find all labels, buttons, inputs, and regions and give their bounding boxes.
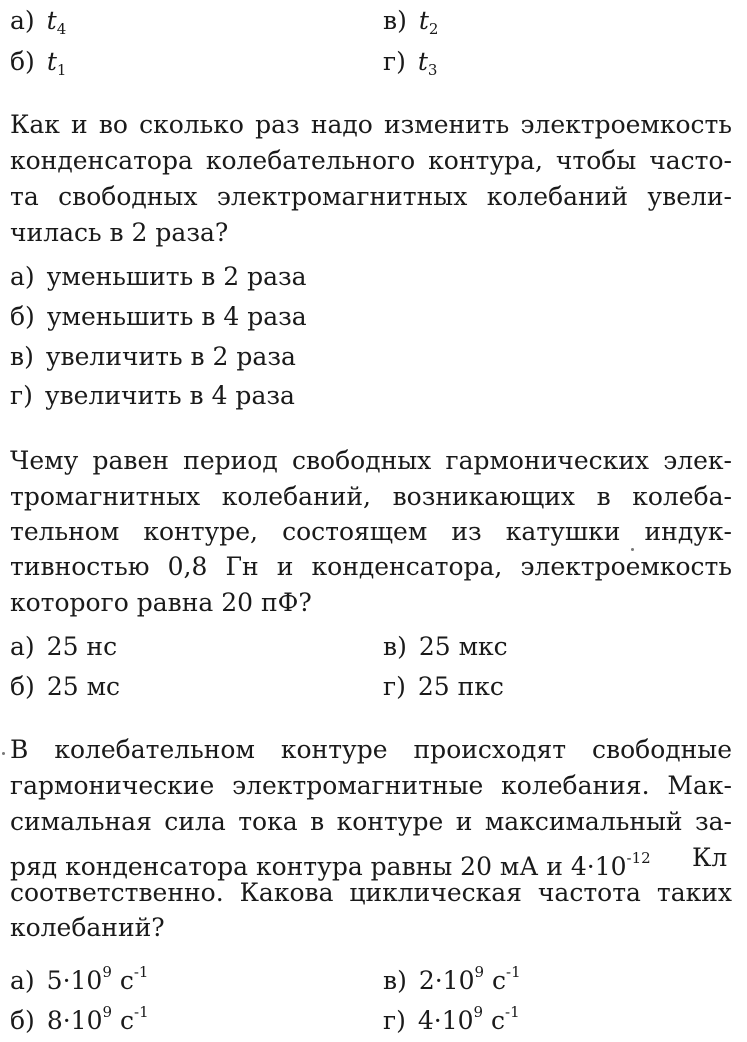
option-symbol: t bbox=[418, 6, 429, 35]
q1-option-b bbox=[10, 302, 307, 332]
option-label: г) bbox=[383, 672, 406, 701]
option-label: в) bbox=[10, 342, 34, 371]
question-3-line: гармонические электромагнитные колебания. Мак- bbox=[10, 771, 732, 800]
q1-option-g bbox=[10, 381, 295, 411]
option-text: 25 мс bbox=[46, 672, 121, 701]
option-label: б) bbox=[10, 672, 35, 701]
option-text: 25 пкс bbox=[417, 672, 504, 701]
question-3-line: В колебательном контуре происходят свободные bbox=[10, 735, 732, 764]
option-subscript: 1 bbox=[56, 61, 67, 79]
question-3-line: симальная сила тока в контуре и максимальный за- bbox=[10, 807, 732, 836]
option-label: г) bbox=[10, 381, 33, 410]
option-b bbox=[10, 47, 66, 85]
q1-option-v bbox=[10, 342, 296, 372]
q3-option-v bbox=[383, 957, 521, 996]
option-symbol: t bbox=[46, 6, 57, 35]
option-unit: с bbox=[119, 1006, 134, 1035]
exponent: -12 bbox=[626, 849, 651, 867]
question-2-line: которого равна 20 пФ? bbox=[10, 588, 312, 617]
option-coef: 8·10 bbox=[46, 1006, 103, 1035]
question-3-line: соответственно. Какова циклическая частота таких bbox=[10, 878, 732, 907]
option-unit-exp: -1 bbox=[506, 963, 521, 981]
option-text: 25 нс bbox=[46, 632, 118, 661]
option-coef: 2·10 bbox=[418, 966, 475, 995]
question-3-line-4 bbox=[10, 843, 651, 882]
q3-option-b bbox=[10, 997, 149, 1036]
option-coef: 4·10 bbox=[417, 1006, 474, 1035]
q2-option-v bbox=[383, 632, 508, 662]
option-text: уменьшить в 2 раза bbox=[46, 262, 307, 291]
option-text: увеличить в 2 раза bbox=[45, 342, 296, 371]
question-2-line: тромагнитных колебаний, возникающих в колеба- bbox=[10, 482, 732, 511]
option-exp: 9 bbox=[474, 963, 485, 981]
option-v bbox=[383, 6, 438, 44]
option-label: в) bbox=[383, 632, 407, 661]
option-label: а) bbox=[10, 6, 35, 35]
option-g bbox=[383, 47, 437, 85]
option-a bbox=[10, 6, 66, 44]
option-text: уменьшить в 4 раза bbox=[46, 302, 307, 331]
question-1-line: та свободных электромагнитных колебаний увели- bbox=[10, 182, 732, 211]
option-unit-exp: -1 bbox=[133, 963, 149, 981]
option-label: а) bbox=[10, 262, 35, 291]
option-unit: с bbox=[119, 966, 134, 995]
option-label: в) bbox=[383, 966, 407, 995]
line-text: ряд конденсатора контура равны 20 мА и 4·10 bbox=[10, 852, 627, 881]
q2-option-a bbox=[10, 632, 117, 662]
option-symbol: t bbox=[417, 47, 428, 76]
q2-option-b bbox=[10, 672, 120, 702]
option-label: г) bbox=[383, 1006, 406, 1035]
q1-option-a bbox=[10, 262, 307, 292]
question-2-line: тивностью 0,8 Гн и конденсатора, электроемкость bbox=[10, 552, 732, 581]
option-unit-exp: -1 bbox=[505, 1003, 520, 1021]
option-text: 25 мкс bbox=[418, 632, 508, 661]
unit-coulomb: Кл bbox=[692, 843, 728, 872]
option-label: б) bbox=[10, 47, 35, 76]
option-subscript: 4 bbox=[56, 20, 67, 38]
question-1-line: Как и во сколько раз надо изменить электроемкость bbox=[10, 110, 732, 139]
option-label: б) bbox=[10, 1006, 35, 1035]
option-label: г) bbox=[383, 47, 406, 76]
question-2-line: Чему равен период свободных гармонических элек- bbox=[10, 446, 732, 475]
option-unit-exp: -1 bbox=[134, 1003, 149, 1021]
q3-option-g bbox=[383, 997, 520, 1036]
option-symbol: t bbox=[46, 47, 57, 76]
question-1-line: чилась в 2 раза? bbox=[10, 218, 229, 247]
question-3-line: колебаний? bbox=[10, 913, 165, 942]
option-unit: с bbox=[492, 966, 507, 995]
scan-speck bbox=[631, 548, 634, 551]
option-label: в) bbox=[383, 6, 407, 35]
option-coef: 5·10 bbox=[46, 966, 103, 995]
option-exp: 9 bbox=[102, 963, 112, 981]
option-label: б) bbox=[10, 302, 35, 331]
option-exp: 9 bbox=[102, 1003, 113, 1021]
scan-speck bbox=[2, 752, 5, 755]
option-subscript: 3 bbox=[427, 61, 438, 79]
option-text: увеличить в 4 раза bbox=[44, 381, 295, 410]
option-label: а) bbox=[10, 966, 35, 995]
option-subscript: 2 bbox=[428, 20, 439, 38]
option-label: а) bbox=[10, 632, 35, 661]
q2-option-g bbox=[383, 672, 504, 702]
question-1-line: конденсатора колебательного контура, чтобы часто- bbox=[10, 146, 732, 175]
option-exp: 9 bbox=[473, 1003, 484, 1021]
option-unit: с bbox=[491, 1006, 506, 1035]
question-2-line: тельном контуре, состоящем из катушки индук- bbox=[10, 517, 732, 546]
q3-option-a bbox=[10, 957, 148, 996]
